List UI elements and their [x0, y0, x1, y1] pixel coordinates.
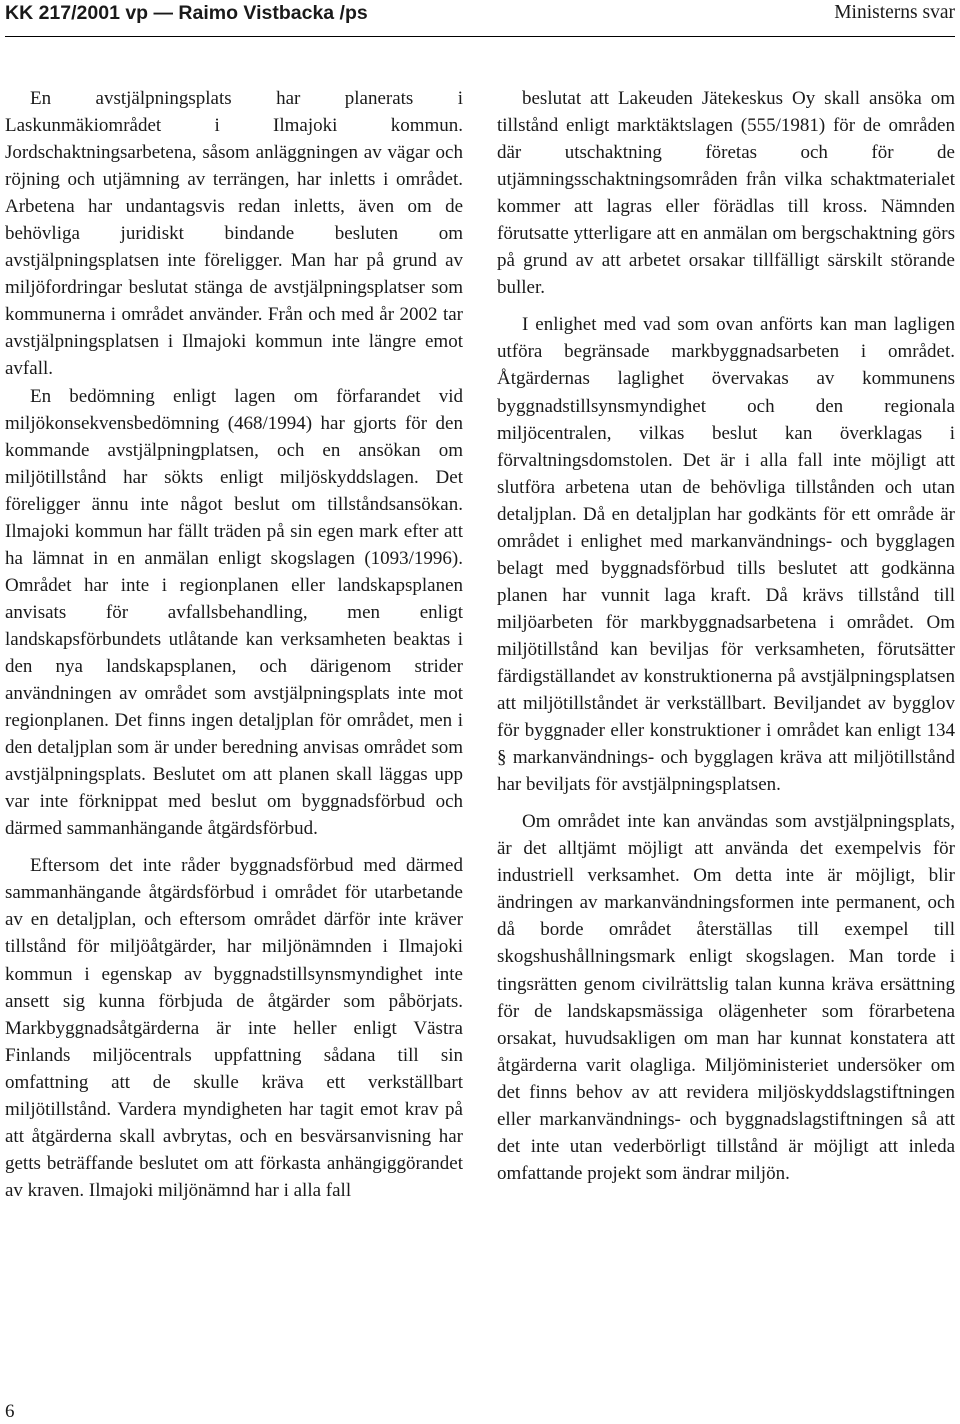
page-number: 6 — [5, 1401, 15, 1422]
paragraph: I enlighet med vad som ovan anförts kan man lagligen utföra begränsade markbyggnadsarbeten i området. Åtgärdernas laglighet övervakas av kommunens byggnadstillsynsmyndighet och den regionala miljöcentralen, vilkas beslut kan överklagas i förvaltningsdomstolen. Det är i alla fall inte möjligt att slutföra arbetena utan de behövliga tillstånden och utan detaljplan. Då en detaljplan har godkänts för ett område är området i enlighet med markanvändnings- och bygglagen belagt med byggnadsförbud tills beslutet att godkänna planen har vunnit laga kraft. Då krävs tillstånd till miljöarbeten för markbyggnadsarbetena i området. Om miljötillstånd kan beviljas för verksamheten, förutsätter färdigställandet av konstruktionerna på avstjälpningsplatsen att miljötillståndet är verkställbart. Beviljandet av bygglov för byggnader eller konstruktioner i området kan enligt 134 § markanvändnings- och bygglagen kräva att miljötillstånd har beviljats för avstjälpningsplatsen. — [497, 314, 955, 796]
running-header — [5, 0, 955, 37]
paragraph: Eftersom det inte råder byggnadsförbud med därmed sammanhängande åtgärdsförbud i området för utarbetande av en detaljplan, och eftersom området därför inte kräver tillstånd för miljöåtgärder, har miljönämnden i Ilmajoki kommun i egenskap av byggnadstillsynsmyndighet inte ansett sig kunna förbjuda de åtgärder som påbörjats. Markbyggnadsåtgärderna är inte heller enligt Västra Finlands miljöcentrals uppfattning sådana till sin omfattning att de skulle kräva ett verkställbart miljötillstånd. Vardera myndigheten har tagit emot krav på att åtgärderna skall avbrytas, och en besvärsanvisning har getts beträffande beslutet om att förkasta anhängiggörandet av kraven. Ilmajoki miljönämnd har i alla fall — [5, 855, 463, 1201]
header-document-reference: KK 217/2001 vp — Raimo Vistbacka /ps — [5, 2, 368, 24]
paragraph: Om området inte kan användas som avstjälpningsplats, är det alltjämt möjligt att använda det exempelvis för industriell verksamhet. Om detta inte är möjligt, blir ändringen av markanvändningsformen inte permanent, och då borde området återställas till exempel till skogshushållningsmark enligt skogslagen. Man torde i tingsrätten genom civilrättslig talan kunna kräva ersättning för de landskapsmässiga olägenheter som förarbetena orsakat, huvudsakligen om man har kunnat konstatera att åtgärderna varit olagliga. Miljöministeriet undersöker om det finns behov av att revidera miljöskyddslagstiftningen eller markanvändnings- och byggnadslagstiftningen så att det inte utan vederbörligt tillstånd är möjligt att inleda omfattande projekt som ändrar miljön. — [497, 811, 955, 1184]
paragraph: En avstjälpningsplats har planerats i Laskunmäkiområdet i Ilmajoki kommun. Jordschaktningsarbetena, såsom anläggningen av vägar och röjning och utjämning av terrängen, har inletts i området. Arbetena har undantagsvis redan inletts, även om de behövliga juridiskt bindande besluten om avstjälpningsplatsen inte föreligger. Man har på grund av miljöfordringar beslutat stänga de avstjälpningsplatser som kommunerna i området använder. Från och med år 2002 tar avstjälpningsplatsen i Ilmajoki kommun inte längre emot avfall. — [5, 88, 463, 380]
paragraph: En bedömning enligt lagen om förfarandet vid miljökonsekvensbedömning (468/1994) har gjorts för den kommande avstjälpningplatsen, och en ansökan om miljötillstånd har sökts enligt miljöskyddslagen. Det föreligger ännu inte något beslut om tillståndsansökan. Ilmajoki kommun har fällt träden på sin egen mark efter att ha lämnat in en anmälan enligt skogslagen (1093/1996). Området har inte i regionplanen eller landskapsplanen anvisats för avfallsbehandling, men enligt landskapsförbundets utlåtande kan verksamheten beaktas i den nya landskapsplanen, och därigenom strider användningen av området som avstjälpningsplats inte mot regionplanen. Det finns ingen detaljplan för området, men i den detaljplan som är under beredning anvisas området som avstjälpningsplats. Beslutet om att planen skall läggas upp var inte förknippat med beslut om byggnadsförbud och därmed sammanhängande åtgärdsförbud. — [5, 385, 463, 840]
right-column — [497, 85, 955, 1187]
paragraph: beslutat att Lakeuden Jätekeskus Oy skall ansöka om tillstånd enligt marktäktslagen (555/1981) för de områden där utschaktning företas och för de utjämningsschaktningsområden från vilka schaktmaterialet kommer att lagras eller förädlas till kross. Nämnden förutsatte ytterligare att en anmälan om bergschaktning görs på grund av att arbetet orsakar tillfälligt särskilt störande buller. — [497, 88, 955, 299]
left-column — [5, 85, 463, 1204]
header-section-title: Ministerns svar — [834, 2, 955, 23]
